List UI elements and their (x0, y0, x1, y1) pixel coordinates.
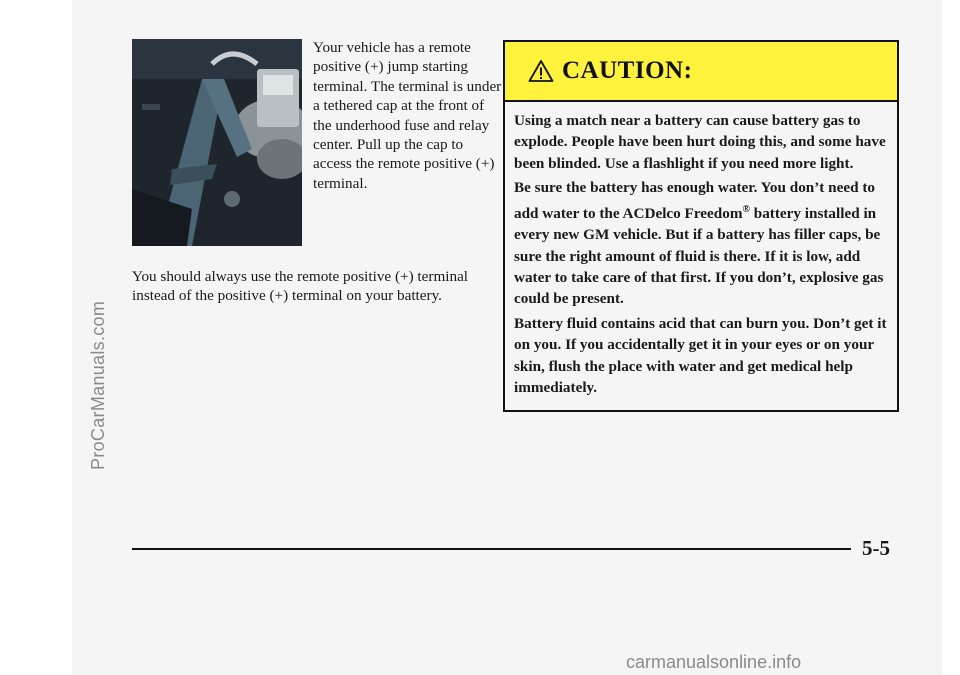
caution-body (514, 110, 890, 401)
caution-paragraph-1: Using a match near a battery can cause battery gas to explode. People have been hurt doing this, and some have been blinded. Use a flashlight if you need more light. (514, 112, 886, 172)
caution-paragraph-2-start: Be sure the battery has enough water. You don’t need to add water to the ACDelco Freedom (514, 179, 875, 222)
instruction-paragraph: You should always use the remote positive (+) terminal instead of the positive (+) terminal on your battery. (132, 268, 469, 305)
side-watermark: ProCarManuals.com (88, 300, 108, 470)
page-number: 5-5 (862, 536, 890, 560)
caution-paragraph-2-rest: battery installed in every new GM vehicle. But if a battery has filler caps, be sure the right amount of fluid is there. If it is low, add water to take care of that first. If you don’t, explosive gas could be present. (514, 204, 884, 308)
warning-triangle-icon (528, 59, 554, 88)
intro-paragraph: Your vehicle has a remote positive (+) jump starting terminal. The terminal is under a tethered cap at the front of the underhood fuse and relay center. Pull up the cap to access the remote positive (+) terminal. (313, 39, 502, 192)
footer-rule (132, 548, 851, 550)
caution-paragraph-3: Battery fluid contains acid that can burn you. Don’t get it on you. If you accidentally get it in your eyes or on your skin, flush the place with water and get medical help immediately. (514, 314, 887, 396)
caution-title: CAUTION: (562, 57, 693, 84)
caution-header (505, 42, 897, 102)
jump-terminal-photo (132, 39, 302, 246)
caution-paragraph-2 (514, 177, 890, 310)
registered-mark: ® (742, 203, 750, 215)
caution-box (503, 40, 899, 412)
footer-watermark: carmanualsonline.info (626, 652, 802, 672)
